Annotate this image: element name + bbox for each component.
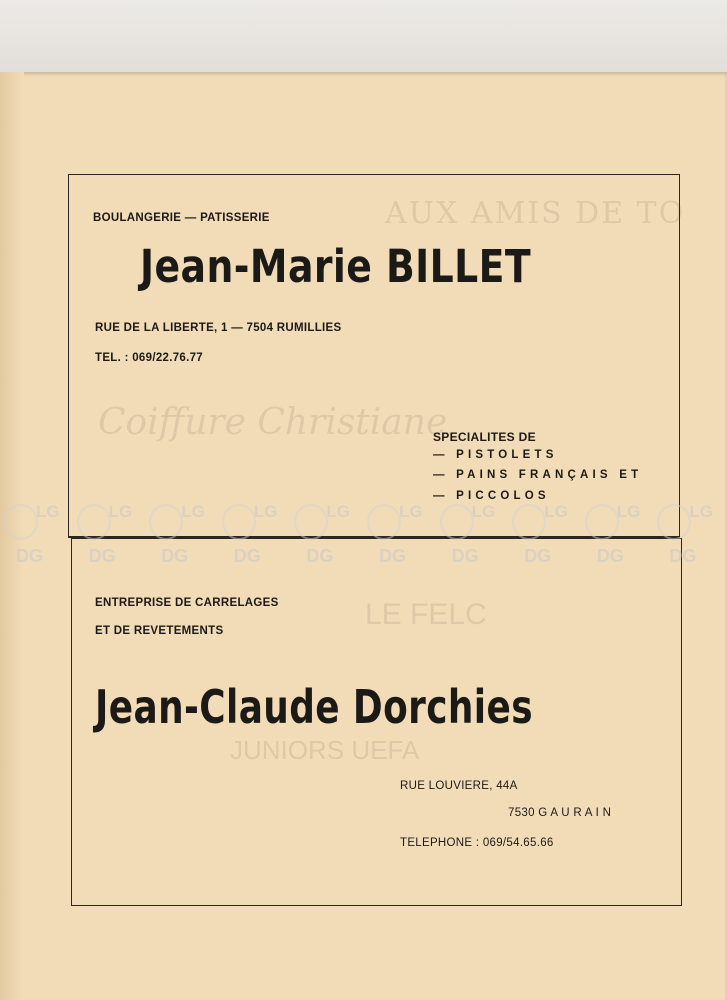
business-phone: TELEPHONE : 069/54.65.66 (400, 837, 554, 849)
watermark-logo: LG DG (365, 502, 435, 574)
business-name: Jean-Claude Dorchies (95, 680, 533, 734)
watermark-logo: LG DG (292, 502, 362, 574)
watermark-logo: LG DG (147, 502, 217, 574)
business-name: Jean-Marie BILLET (140, 240, 532, 293)
watermark-logo: LG DG (655, 502, 725, 574)
business-street: RUE LOUVIERE, 44A (400, 780, 518, 792)
show-through-text: LE FELC (365, 598, 487, 631)
watermark-logo: LG DG (583, 502, 653, 574)
watermark-logo: LG DG (75, 502, 145, 574)
show-through-text: JUNIORS UEFA (230, 735, 420, 765)
business-address: RUE DE LA LIBERTE, 1 — 7504 RUMILLIES (95, 322, 342, 334)
watermark-row (0, 502, 727, 574)
specialty-item: — PAINS FRANÇAIS ET (433, 469, 643, 481)
business-phone: TEL. : 069/22.76.77 (95, 352, 203, 364)
specialty-item: — PICCOLOS (433, 490, 550, 502)
watermark-logo: LG DG (438, 502, 508, 574)
specialties-title: SPECIALITES DE (433, 430, 536, 444)
watermark-logo: LG DG (2, 502, 72, 574)
watermark-logo: LG DG (510, 502, 580, 574)
business-city: 7530 G A U R A I N (508, 807, 612, 819)
business-category: ENTREPRISE DE CARRELAGES (95, 597, 279, 609)
show-through-text: AUX AMIS DE TO (385, 196, 686, 231)
business-category: ET DE REVETEMENTS (95, 625, 224, 637)
show-through-text: Coiffure Christiane (98, 402, 448, 443)
watermark-logo: LG DG (220, 502, 290, 574)
scan-background (0, 0, 727, 72)
business-category: BOULANGERIE — PATISSERIE (93, 212, 270, 224)
specialty-item: — PISTOLETS (433, 449, 558, 461)
